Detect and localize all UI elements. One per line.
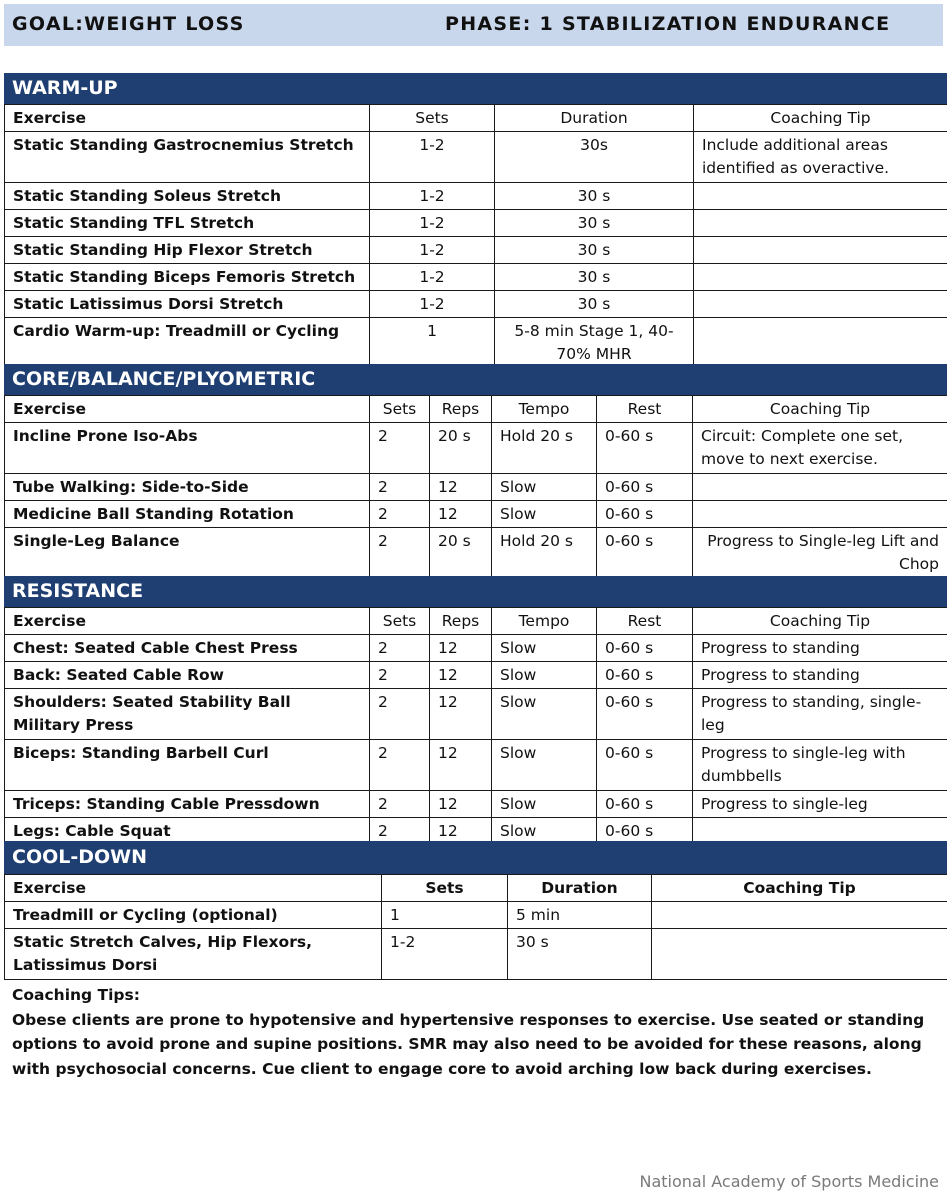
rest-cell: 0-60 s [597,818,693,845]
sets-cell: 2 [370,635,430,662]
sets-cell: 1-2 [370,210,495,237]
section-header-cooldown: COOL-DOWN [4,841,947,874]
sets-cell: 1-2 [370,237,495,264]
column-header: Exercise [5,105,370,132]
sets-cell: 2 [370,818,430,845]
tempo-cell: Slow [492,474,597,501]
rest-cell: 0-60 s [597,662,693,689]
table-row [5,740,947,791]
exercise-cell: Static Standing Biceps Femoris Stretch [5,264,370,291]
tip-cell: Circuit: Complete one set, move to next exercise. [693,423,947,474]
exercise-cell: Static Latissimus Dorsi Stretch [5,291,370,318]
table-header-row [5,105,947,132]
rest-cell: 0-60 s [597,528,693,578]
tip-cell: Progress to Single-leg Lift and Chop [693,528,947,578]
core-table [4,395,947,578]
rest-cell: 0-60 s [597,474,693,501]
column-header: Reps [430,608,492,635]
table-row [5,423,947,474]
tempo-cell: Slow [492,818,597,845]
tip-cell [652,902,947,929]
exercise-cell: Tube Walking: Side-to-Side [5,474,370,501]
resistance-table [4,607,947,845]
coaching-tips-heading: Coaching Tips: [12,986,140,1004]
sets-cell: 2 [370,740,430,791]
tip-cell [694,291,947,318]
tip-cell: Progress to standing, single-leg [693,689,947,740]
coaching-tips-body: Obese clients are prone to hypotensive and hypertensive responses to exercise. Use seated or standing options to avoid prone and supine positions. SMR may also need to be avoided for these reasons, along with psychosocial concerns. Cue client to engage core to avoid arching low back during exercises. [12,1010,925,1078]
column-header: Sets [370,396,430,423]
tip-cell [694,264,947,291]
duration-cell: 5-8 min Stage 1, 40-70% MHR [495,318,694,368]
column-header: Coaching Tip [652,875,947,902]
cooldown-table [4,874,947,980]
table-row [5,528,947,578]
table-row [5,902,947,929]
table-row [5,791,947,818]
coaching-tips [12,983,942,1081]
table-header-row [5,875,947,902]
rest-cell: 0-60 s [597,740,693,791]
rest-cell: 0-60 s [597,689,693,740]
table-row [5,264,947,291]
section-header-core: CORE/BALANCE/PLYOMETRIC [4,364,947,395]
duration-cell: 5 min [508,902,652,929]
reps-cell: 12 [430,791,492,818]
document-header [4,4,943,46]
column-header: Tempo [492,608,597,635]
sets-cell: 1 [382,902,508,929]
duration-cell: 30 s [495,291,694,318]
table-row [5,132,947,183]
phase-title: PHASE: 1 STABILIZATION ENDURANCE [445,13,891,35]
sets-cell: 1-2 [370,291,495,318]
exercise-cell: Chest: Seated Cable Chest Press [5,635,370,662]
column-header: Duration [495,105,694,132]
rest-cell: 0-60 s [597,501,693,528]
reps-cell: 12 [430,662,492,689]
column-header: Sets [370,608,430,635]
duration-cell: 30 s [495,210,694,237]
exercise-cell: Legs: Cable Squat [5,818,370,845]
exercise-cell: Static Stretch Calves, Hip Flexors, Latissimus Dorsi [5,929,382,980]
tip-cell [694,318,947,368]
tip-cell: Progress to standing [693,635,947,662]
table-row [5,237,947,264]
duration-cell: 30 s [495,183,694,210]
column-header: Exercise [5,396,370,423]
sets-cell: 2 [370,423,430,474]
exercise-cell: Incline Prone Iso-Abs [5,423,370,474]
exercise-cell: Biceps: Standing Barbell Curl [5,740,370,791]
duration-cell: 30 s [508,929,652,980]
duration-cell: 30s [495,132,694,183]
reps-cell: 12 [430,635,492,662]
column-header: Coaching Tip [694,105,947,132]
tip-cell [694,210,947,237]
table-row [5,474,947,501]
tip-cell [693,501,947,528]
exercise-cell: Single-Leg Balance [5,528,370,578]
rest-cell: 0-60 s [597,635,693,662]
table-header-row [5,396,947,423]
exercise-cell: Shoulders: Seated Stability Ball Military Press [5,689,370,740]
exercise-cell: Medicine Ball Standing Rotation [5,501,370,528]
exercise-cell: Back: Seated Cable Row [5,662,370,689]
tip-cell [694,237,947,264]
table-row [5,929,947,980]
column-header: Coaching Tip [693,396,947,423]
column-header: Rest [597,608,693,635]
duration-cell: 30 s [495,264,694,291]
sets-cell: 1-2 [370,264,495,291]
tempo-cell: Slow [492,740,597,791]
sets-cell: 2 [370,474,430,501]
tip-cell: Progress to standing [693,662,947,689]
column-header: Coaching Tip [693,608,947,635]
reps-cell: 12 [430,818,492,845]
tip-cell [694,183,947,210]
column-header: Sets [382,875,508,902]
reps-cell: 12 [430,740,492,791]
tip-cell [652,929,947,980]
sets-cell: 2 [370,501,430,528]
exercise-cell: Static Standing TFL Stretch [5,210,370,237]
sets-cell: 2 [370,662,430,689]
column-header: Rest [597,396,693,423]
goal-title: GOAL:WEIGHT LOSS [12,13,245,35]
tip-cell [693,474,947,501]
tempo-cell: Slow [492,689,597,740]
column-header: Exercise [5,875,382,902]
table-header-row [5,608,947,635]
tempo-cell: Slow [492,791,597,818]
sets-cell: 1-2 [382,929,508,980]
exercise-cell: Cardio Warm-up: Treadmill or Cycling [5,318,370,368]
column-header: Exercise [5,608,370,635]
column-header: Sets [370,105,495,132]
tempo-cell: Hold 20 s [492,528,597,578]
rest-cell: 0-60 s [597,791,693,818]
exercise-cell: Triceps: Standing Cable Pressdown [5,791,370,818]
table-row [5,501,947,528]
tip-cell: Progress to single-leg [693,791,947,818]
sets-cell: 1-2 [370,132,495,183]
table-row [5,662,947,689]
sets-cell: 2 [370,791,430,818]
tempo-cell: Slow [492,635,597,662]
exercise-cell: Static Standing Gastrocnemius Stretch [5,132,370,183]
sets-cell: 1-2 [370,183,495,210]
exercise-cell: Static Standing Hip Flexor Stretch [5,237,370,264]
reps-cell: 12 [430,474,492,501]
table-row [5,183,947,210]
column-header: Tempo [492,396,597,423]
table-row [5,210,947,237]
exercise-cell: Treadmill or Cycling (optional) [5,902,382,929]
column-header: Reps [430,396,492,423]
table-row [5,291,947,318]
column-header: Duration [508,875,652,902]
section-header-warmup: WARM-UP [4,73,947,104]
reps-cell: 20 s [430,528,492,578]
sets-cell: 2 [370,528,430,578]
tempo-cell: Hold 20 s [492,423,597,474]
tempo-cell: Slow [492,662,597,689]
reps-cell: 12 [430,501,492,528]
warmup-table [4,104,947,368]
rest-cell: 0-60 s [597,423,693,474]
tip-cell: Progress to single-leg with dumbbells [693,740,947,791]
duration-cell: 30 s [495,237,694,264]
exercise-cell: Static Standing Soleus Stretch [5,183,370,210]
tip-cell: Include additional areas identified as overactive. [694,132,947,183]
table-row [5,635,947,662]
reps-cell: 12 [430,689,492,740]
sets-cell: 1 [370,318,495,368]
section-header-resistance: RESISTANCE [4,576,947,607]
table-row [5,689,947,740]
reps-cell: 20 s [430,423,492,474]
tempo-cell: Slow [492,501,597,528]
table-row [5,318,947,368]
footer-credit: National Academy of Sports Medicine [639,1172,939,1191]
sets-cell: 2 [370,689,430,740]
